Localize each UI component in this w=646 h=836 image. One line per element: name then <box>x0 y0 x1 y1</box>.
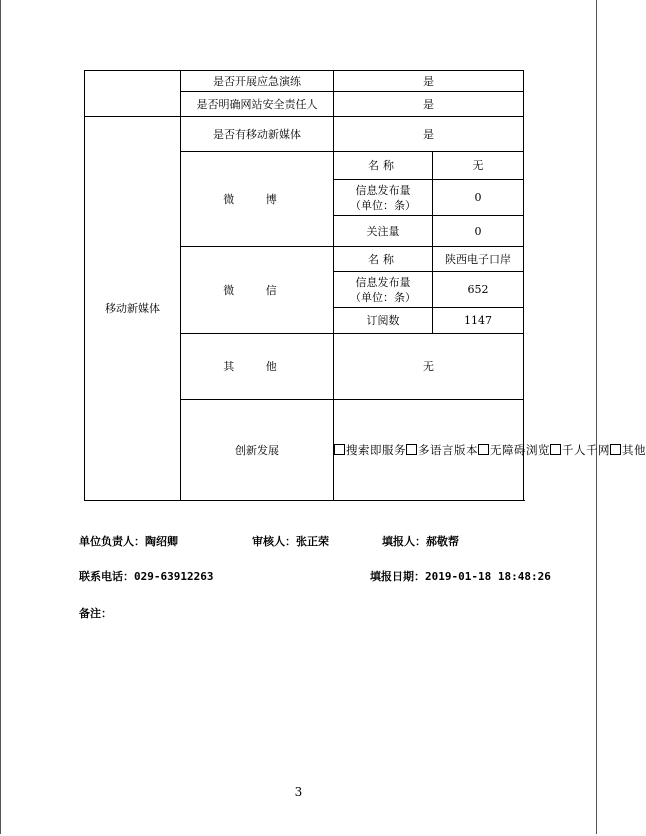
checkbox-icon[interactable] <box>334 444 345 455</box>
wechat-posts-label-line2: （单位：条） <box>350 290 416 304</box>
notes-label: 备注： <box>79 607 112 620</box>
weibo-posts-label-line2: （单位：条） <box>350 198 416 212</box>
wechat-subscribers-value: 1147 <box>433 308 524 334</box>
innovation-option-label: 千人千网 <box>562 442 610 457</box>
unit-head-line <box>79 533 178 549</box>
phone-line <box>79 568 213 584</box>
innovation-options <box>334 400 646 501</box>
date-label: 填报日期： <box>370 570 425 583</box>
innovation-option-accessible[interactable] <box>478 443 550 457</box>
innovation-option-label: 无障碍浏览 <box>490 442 550 457</box>
wechat-name-label: 名称 <box>334 247 433 272</box>
date-value: 2019-01-18 18:48:26 <box>425 570 551 583</box>
reviewer-label: 审核人： <box>252 535 296 548</box>
checkbox-icon[interactable] <box>610 444 621 455</box>
date-line <box>370 568 551 584</box>
weibo-followers-label: 关注量 <box>334 216 433 247</box>
filler-value: 郝敬帮 <box>426 535 459 548</box>
wechat-posts-label <box>334 272 433 308</box>
innovation-option-label: 多语言版本 <box>418 442 478 457</box>
reviewer-value: 张正荣 <box>296 535 329 548</box>
innovation-option-search[interactable] <box>334 443 406 457</box>
checkbox-icon[interactable] <box>406 444 417 455</box>
reviewer-line <box>252 533 329 549</box>
emergency-drill-label: 是否开展应急演练 <box>181 71 334 92</box>
innovation-option-label: 搜索即服务 <box>346 442 406 457</box>
other-media-label: 其 他 <box>181 334 334 400</box>
other-media-value: 无 <box>334 334 524 400</box>
innovation-option-other[interactable] <box>610 443 646 457</box>
weibo-name-label: 名称 <box>334 152 433 180</box>
checkbox-icon[interactable] <box>550 444 561 455</box>
has-mobile-media-value: 是 <box>334 117 524 152</box>
weibo-name-value: 无 <box>433 152 524 180</box>
notes-line <box>79 605 112 621</box>
innovation-option-label: 其他 <box>622 442 646 457</box>
innovation-option-multilingual[interactable] <box>406 443 478 457</box>
innovation-option-personalized[interactable] <box>550 443 610 457</box>
has-mobile-media-label: 是否有移动新媒体 <box>181 117 334 152</box>
unit-head-value: 陶绍卿 <box>145 535 178 548</box>
weibo-posts-label <box>334 180 433 216</box>
weibo-posts-value: 0 <box>433 180 524 216</box>
security-officer-label: 是否明确网站安全责任人 <box>181 92 334 117</box>
report-table <box>84 70 646 501</box>
unit-head-label: 单位负责人： <box>79 535 145 548</box>
checkbox-icon[interactable] <box>478 444 489 455</box>
security-officer-value: 是 <box>334 92 524 117</box>
phone-label: 联系电话： <box>79 570 134 583</box>
section-innovation: 创新发展 <box>181 400 334 501</box>
filler-line <box>382 533 459 549</box>
weibo-posts-label-line1: 信息发布量 <box>355 183 411 197</box>
wechat-posts-value: 652 <box>433 272 524 308</box>
page-number: 3 <box>294 785 303 799</box>
emergency-drill-value: 是 <box>334 71 524 92</box>
wechat-posts-label-line1: 信息发布量 <box>355 275 411 289</box>
filler-label: 填报人： <box>382 535 426 548</box>
wechat-label: 微 信 <box>181 247 334 334</box>
weibo-followers-value: 0 <box>433 216 524 247</box>
phone-value: 029-63912263 <box>134 570 214 583</box>
weibo-label: 微 博 <box>181 152 334 247</box>
wechat-subscribers-label: 订阅数 <box>334 308 433 334</box>
blank-section-cell <box>85 71 181 117</box>
section-mobile-media: 移动新媒体 <box>85 117 181 501</box>
wechat-name-value: 陕西电子口岸 <box>433 247 524 272</box>
